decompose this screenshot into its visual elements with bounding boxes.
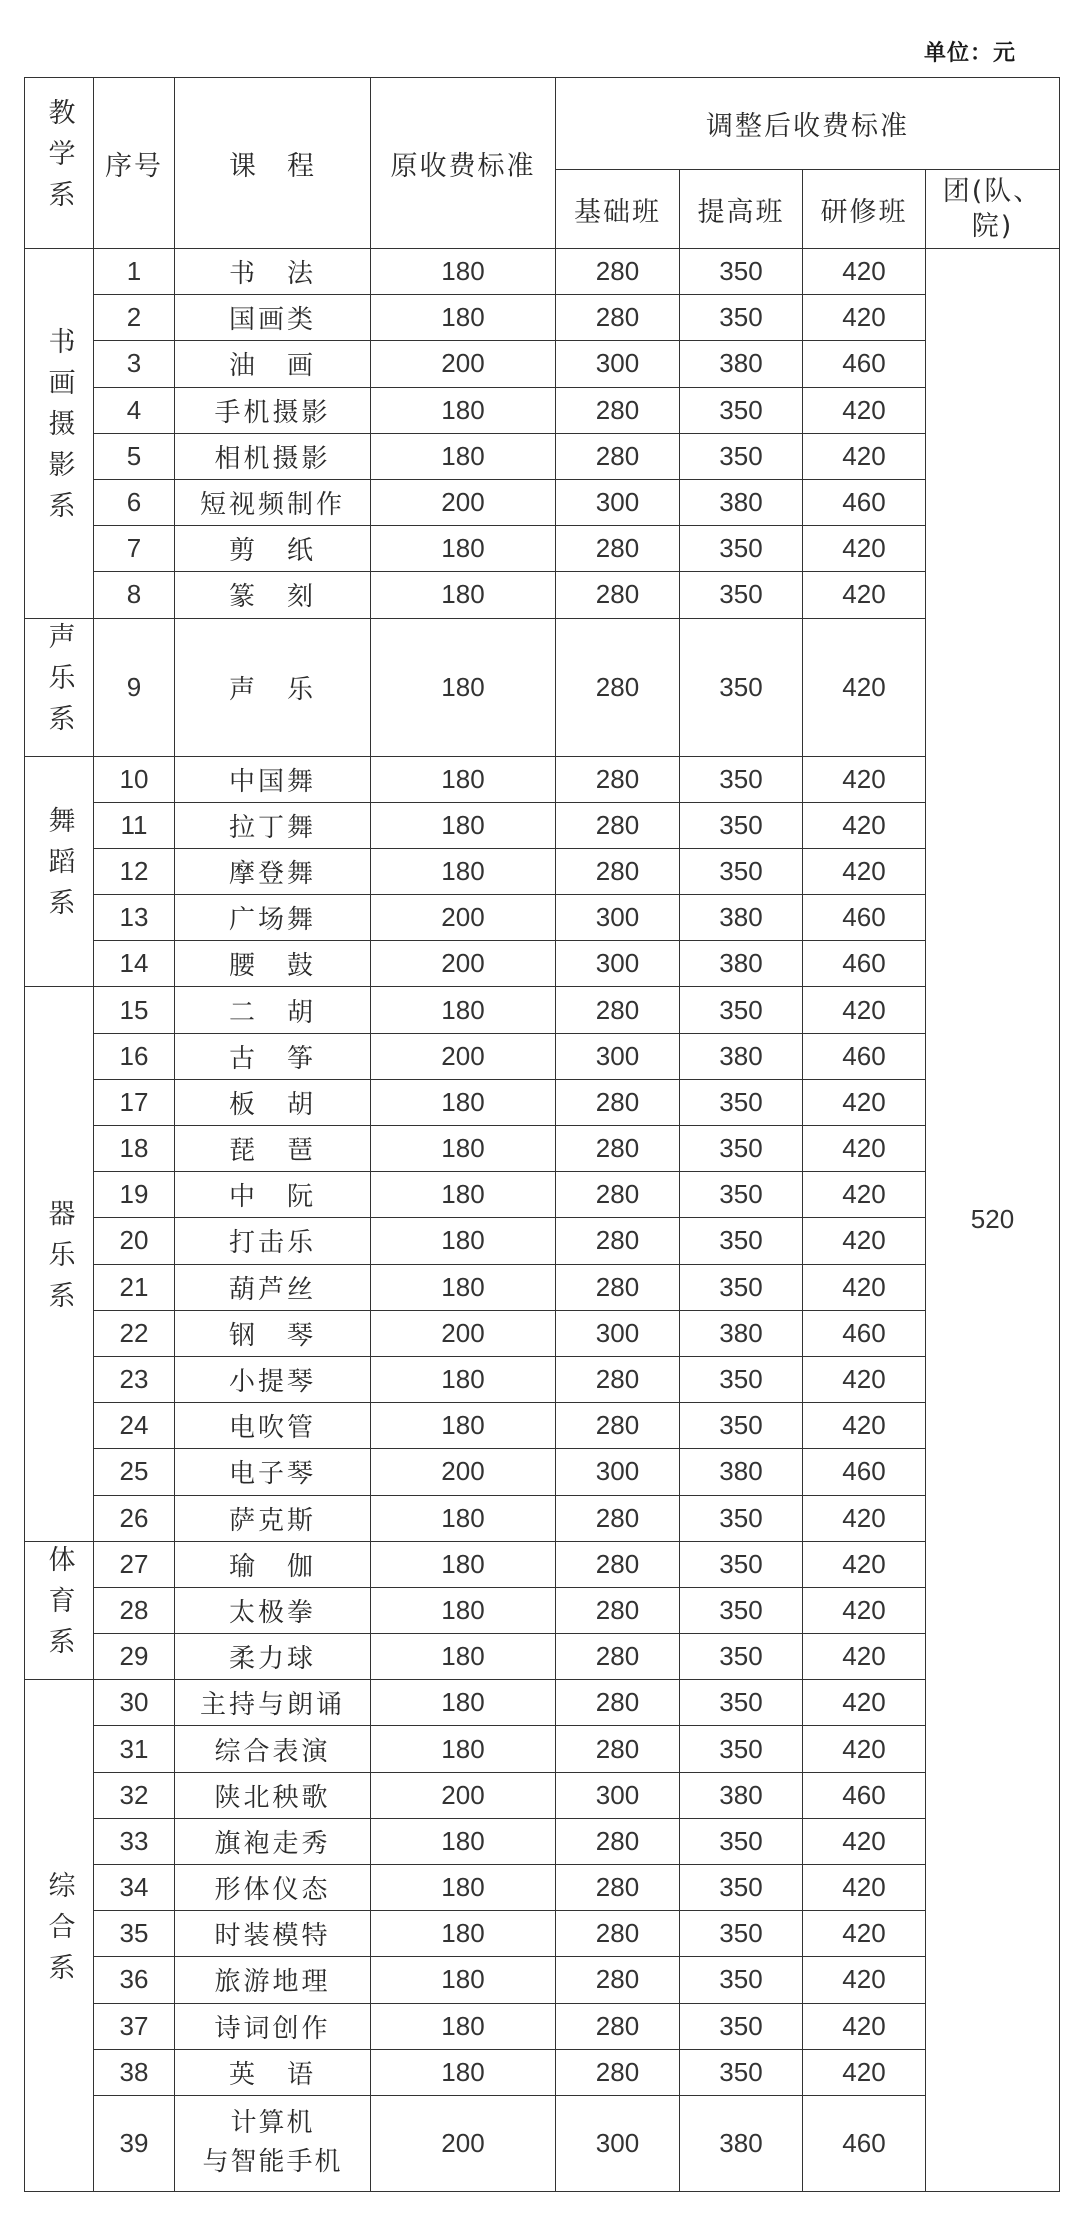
course-name-cell: 电子琴 <box>175 1449 371 1495</box>
table-row <box>25 1587 1060 1633</box>
basic-fee-cell: 280 <box>556 1126 680 1172</box>
original-fee-cell: 180 <box>371 1818 556 1864</box>
index-cell: 4 <box>94 387 175 433</box>
original-fee-cell: 180 <box>371 572 556 618</box>
original-fee-cell: 200 <box>371 1449 556 1495</box>
basic-fee-cell: 280 <box>556 848 680 894</box>
course-name-cell: 剪 纸 <box>175 526 371 572</box>
course-name-cell: 摩登舞 <box>175 848 371 894</box>
advanced-fee-cell: 380 <box>680 1033 803 1079</box>
original-fee-cell: 180 <box>371 1634 556 1680</box>
basic-fee-cell: 280 <box>556 1680 680 1726</box>
basic-fee-cell: 300 <box>556 1449 680 1495</box>
course-name-cell: 计算机 与智能手机 <box>175 2095 371 2191</box>
header-adjusted: 调整后收费标准 <box>556 78 1060 170</box>
course-name-cell: 琵 琶 <box>175 1126 371 1172</box>
original-fee-cell: 200 <box>371 1772 556 1818</box>
course-name-cell: 英 语 <box>175 2049 371 2095</box>
basic-fee-cell: 280 <box>556 618 680 756</box>
course-name-cell: 相机摄影 <box>175 433 371 479</box>
original-fee-cell: 180 <box>371 1957 556 2003</box>
research-fee-cell: 420 <box>803 1818 926 1864</box>
original-fee-cell: 200 <box>371 479 556 525</box>
department-name: 书画摄影系 <box>43 327 75 533</box>
advanced-fee-cell: 350 <box>680 987 803 1033</box>
course-name-cell: 声 乐 <box>175 618 371 756</box>
course-name-cell: 电吹管 <box>175 1403 371 1449</box>
advanced-fee-cell: 350 <box>680 1911 803 1957</box>
basic-fee-cell: 280 <box>556 1726 680 1772</box>
basic-fee-cell: 280 <box>556 1218 680 1264</box>
original-fee-cell: 180 <box>371 848 556 894</box>
basic-fee-cell: 300 <box>556 479 680 525</box>
original-fee-cell: 180 <box>371 1126 556 1172</box>
table-row <box>25 526 1060 572</box>
advanced-fee-cell: 350 <box>680 756 803 802</box>
research-fee-cell: 460 <box>803 1772 926 1818</box>
course-name-cell: 旅游地理 <box>175 1957 371 2003</box>
table-row <box>25 1449 1060 1495</box>
research-fee-cell: 420 <box>803 2049 926 2095</box>
department-name: 体育系 <box>43 1545 75 1669</box>
original-fee-cell: 180 <box>371 1587 556 1633</box>
research-fee-cell: 420 <box>803 433 926 479</box>
basic-fee-cell: 280 <box>556 295 680 341</box>
table-row <box>25 895 1060 941</box>
course-name-cell: 柔力球 <box>175 1634 371 1680</box>
research-fee-cell: 460 <box>803 1033 926 1079</box>
index-cell: 23 <box>94 1356 175 1402</box>
advanced-fee-cell: 350 <box>680 618 803 756</box>
index-cell: 21 <box>94 1264 175 1310</box>
basic-fee-cell: 280 <box>556 433 680 479</box>
research-fee-cell: 420 <box>803 249 926 295</box>
advanced-fee-cell: 350 <box>680 249 803 295</box>
research-fee-cell: 460 <box>803 479 926 525</box>
table-row <box>25 572 1060 618</box>
basic-fee-cell: 280 <box>556 1818 680 1864</box>
table-row <box>25 1911 1060 1957</box>
original-fee-cell: 180 <box>371 1356 556 1402</box>
original-fee-cell: 200 <box>371 341 556 387</box>
table-row <box>25 941 1060 987</box>
index-cell: 11 <box>94 802 175 848</box>
research-fee-cell: 420 <box>803 526 926 572</box>
index-cell: 22 <box>94 1310 175 1356</box>
course-name-cell: 萨克斯 <box>175 1495 371 1541</box>
department-cell <box>25 756 94 987</box>
table-row <box>25 433 1060 479</box>
advanced-fee-cell: 350 <box>680 1403 803 1449</box>
research-fee-cell: 460 <box>803 941 926 987</box>
advanced-fee-cell: 350 <box>680 1218 803 1264</box>
basic-fee-cell: 300 <box>556 2095 680 2191</box>
index-cell: 6 <box>94 479 175 525</box>
index-cell: 13 <box>94 895 175 941</box>
course-name-cell: 国画类 <box>175 295 371 341</box>
course-name-cell: 广场舞 <box>175 895 371 941</box>
research-fee-cell: 420 <box>803 1403 926 1449</box>
research-fee-cell: 460 <box>803 895 926 941</box>
index-cell: 19 <box>94 1172 175 1218</box>
index-cell: 38 <box>94 2049 175 2095</box>
course-name-cell: 古 筝 <box>175 1033 371 1079</box>
index-cell: 12 <box>94 848 175 894</box>
index-cell: 10 <box>94 756 175 802</box>
fee-table-body <box>25 249 1060 2192</box>
basic-fee-cell: 280 <box>556 802 680 848</box>
basic-fee-cell: 280 <box>556 1495 680 1541</box>
course-name-cell: 时装模特 <box>175 1911 371 1957</box>
course-name-cell: 钢 琴 <box>175 1310 371 1356</box>
original-fee-cell: 200 <box>371 895 556 941</box>
index-cell: 8 <box>94 572 175 618</box>
basic-fee-cell: 280 <box>556 1541 680 1587</box>
course-name-cell: 拉丁舞 <box>175 802 371 848</box>
index-cell: 20 <box>94 1218 175 1264</box>
table-row <box>25 1772 1060 1818</box>
department-name: 声乐系 <box>43 622 75 745</box>
header-department <box>25 78 94 249</box>
research-fee-cell: 420 <box>803 756 926 802</box>
advanced-fee-cell: 380 <box>680 341 803 387</box>
research-fee-cell: 460 <box>803 341 926 387</box>
advanced-fee-cell: 350 <box>680 1541 803 1587</box>
table-row <box>25 1403 1060 1449</box>
index-cell: 30 <box>94 1680 175 1726</box>
table-row <box>25 1495 1060 1541</box>
index-cell: 18 <box>94 1126 175 1172</box>
table-row <box>25 1865 1060 1911</box>
original-fee-cell: 180 <box>371 249 556 295</box>
research-fee-cell: 460 <box>803 2095 926 2191</box>
research-fee-cell: 420 <box>803 295 926 341</box>
advanced-fee-cell: 350 <box>680 1079 803 1125</box>
advanced-fee-cell: 380 <box>680 1310 803 1356</box>
header-index: 序号 <box>94 78 175 249</box>
research-fee-cell: 420 <box>803 1495 926 1541</box>
table-row <box>25 249 1060 295</box>
research-fee-cell: 420 <box>803 2003 926 2049</box>
table-row <box>25 2003 1060 2049</box>
header-department-label: 教学系 <box>43 98 75 221</box>
course-name-cell: 诗词创作 <box>175 2003 371 2049</box>
research-fee-cell: 420 <box>803 1218 926 1264</box>
table-row <box>25 1957 1060 2003</box>
original-fee-cell: 180 <box>371 295 556 341</box>
advanced-fee-cell: 350 <box>680 848 803 894</box>
header-team: 团(队、院) <box>926 170 1060 249</box>
research-fee-cell: 420 <box>803 1680 926 1726</box>
original-fee-cell: 180 <box>371 387 556 433</box>
department-cell <box>25 1680 94 2192</box>
advanced-fee-cell: 350 <box>680 1495 803 1541</box>
advanced-fee-cell: 350 <box>680 526 803 572</box>
index-cell: 34 <box>94 1865 175 1911</box>
research-fee-cell: 460 <box>803 1310 926 1356</box>
original-fee-cell: 180 <box>371 1541 556 1587</box>
index-cell: 27 <box>94 1541 175 1587</box>
basic-fee-cell: 280 <box>556 756 680 802</box>
advanced-fee-cell: 380 <box>680 895 803 941</box>
basic-fee-cell: 280 <box>556 1957 680 2003</box>
research-fee-cell: 420 <box>803 1957 926 2003</box>
index-cell: 16 <box>94 1033 175 1079</box>
table-row <box>25 387 1060 433</box>
basic-fee-cell: 280 <box>556 572 680 618</box>
research-fee-cell: 420 <box>803 1634 926 1680</box>
table-row <box>25 2095 1060 2191</box>
index-cell: 14 <box>94 941 175 987</box>
department-cell <box>25 987 94 1541</box>
research-fee-cell: 420 <box>803 848 926 894</box>
research-fee-cell: 420 <box>803 1541 926 1587</box>
research-fee-cell: 460 <box>803 1449 926 1495</box>
original-fee-cell: 180 <box>371 2049 556 2095</box>
table-row <box>25 848 1060 894</box>
original-fee-cell: 200 <box>371 941 556 987</box>
original-fee-cell: 180 <box>371 2003 556 2049</box>
advanced-fee-cell: 380 <box>680 1449 803 1495</box>
advanced-fee-cell: 350 <box>680 1356 803 1402</box>
advanced-fee-cell: 350 <box>680 1587 803 1633</box>
advanced-fee-cell: 350 <box>680 1680 803 1726</box>
basic-fee-cell: 300 <box>556 941 680 987</box>
team-fee-cell: 520 <box>926 249 1060 2192</box>
original-fee-cell: 200 <box>371 2095 556 2191</box>
course-name-cell: 形体仪态 <box>175 1865 371 1911</box>
table-row <box>25 1541 1060 1587</box>
advanced-fee-cell: 350 <box>680 1126 803 1172</box>
course-name-cell: 小提琴 <box>175 1356 371 1402</box>
index-cell: 5 <box>94 433 175 479</box>
original-fee-cell: 180 <box>371 1726 556 1772</box>
advanced-fee-cell: 380 <box>680 2095 803 2191</box>
basic-fee-cell: 280 <box>556 249 680 295</box>
basic-fee-cell: 300 <box>556 1310 680 1356</box>
original-fee-cell: 180 <box>371 1172 556 1218</box>
basic-fee-cell: 280 <box>556 1172 680 1218</box>
basic-fee-cell: 300 <box>556 1772 680 1818</box>
course-name-cell: 太极拳 <box>175 1587 371 1633</box>
index-cell: 31 <box>94 1726 175 1772</box>
basic-fee-cell: 280 <box>556 1865 680 1911</box>
course-name-cell: 葫芦丝 <box>175 1264 371 1310</box>
table-row <box>25 1356 1060 1402</box>
advanced-fee-cell: 350 <box>680 2003 803 2049</box>
index-cell: 1 <box>94 249 175 295</box>
index-cell: 35 <box>94 1911 175 1957</box>
department-name: 器乐系 <box>43 1199 75 1323</box>
basic-fee-cell: 280 <box>556 1403 680 1449</box>
original-fee-cell: 180 <box>371 987 556 1033</box>
research-fee-cell: 420 <box>803 572 926 618</box>
header-course: 课 程 <box>175 78 371 249</box>
original-fee-cell: 200 <box>371 1310 556 1356</box>
advanced-fee-cell: 350 <box>680 1726 803 1772</box>
original-fee-cell: 180 <box>371 802 556 848</box>
index-cell: 28 <box>94 1587 175 1633</box>
table-row <box>25 295 1060 341</box>
basic-fee-cell: 280 <box>556 2003 680 2049</box>
original-fee-cell: 200 <box>371 1033 556 1079</box>
basic-fee-cell: 280 <box>556 1911 680 1957</box>
research-fee-cell: 420 <box>803 1126 926 1172</box>
basic-fee-cell: 280 <box>556 1587 680 1633</box>
department-cell <box>25 249 94 619</box>
index-cell: 36 <box>94 1957 175 2003</box>
table-row <box>25 987 1060 1033</box>
original-fee-cell: 180 <box>371 1403 556 1449</box>
research-fee-cell: 420 <box>803 1264 926 1310</box>
research-fee-cell: 420 <box>803 1172 926 1218</box>
advanced-fee-cell: 350 <box>680 295 803 341</box>
table-row <box>25 1033 1060 1079</box>
advanced-fee-cell: 350 <box>680 1865 803 1911</box>
advanced-fee-cell: 350 <box>680 1818 803 1864</box>
table-row <box>25 1172 1060 1218</box>
course-name-cell: 陕北秧歌 <box>175 1772 371 1818</box>
index-cell: 3 <box>94 341 175 387</box>
advanced-fee-cell: 350 <box>680 2049 803 2095</box>
basic-fee-cell: 280 <box>556 387 680 433</box>
advanced-fee-cell: 350 <box>680 572 803 618</box>
original-fee-cell: 180 <box>371 1264 556 1310</box>
research-fee-cell: 420 <box>803 802 926 848</box>
course-name-cell: 综合表演 <box>175 1726 371 1772</box>
advanced-fee-cell: 350 <box>680 1634 803 1680</box>
table-row <box>25 479 1060 525</box>
index-cell: 33 <box>94 1818 175 1864</box>
index-cell: 39 <box>94 2095 175 2191</box>
original-fee-cell: 180 <box>371 1079 556 1125</box>
course-name-cell: 中国舞 <box>175 756 371 802</box>
original-fee-cell: 180 <box>371 433 556 479</box>
header-original: 原收费标准 <box>371 78 556 249</box>
research-fee-cell: 420 <box>803 1911 926 1957</box>
course-name-cell: 书 法 <box>175 249 371 295</box>
basic-fee-cell: 280 <box>556 1264 680 1310</box>
basic-fee-cell: 300 <box>556 1033 680 1079</box>
basic-fee-cell: 280 <box>556 2049 680 2095</box>
advanced-fee-cell: 350 <box>680 1957 803 2003</box>
course-name-cell: 板 胡 <box>175 1079 371 1125</box>
index-cell: 15 <box>94 987 175 1033</box>
table-row <box>25 2049 1060 2095</box>
fee-table <box>24 77 1060 2192</box>
index-cell: 2 <box>94 295 175 341</box>
unit-label: 单位：元 <box>923 41 1016 66</box>
basic-fee-cell: 280 <box>556 1634 680 1680</box>
department-name: 综合系 <box>43 1870 75 1994</box>
course-name-cell: 旗袍走秀 <box>175 1818 371 1864</box>
basic-fee-cell: 300 <box>556 341 680 387</box>
advanced-fee-cell: 380 <box>680 1772 803 1818</box>
advanced-fee-cell: 350 <box>680 802 803 848</box>
table-row <box>25 341 1060 387</box>
index-cell: 24 <box>94 1403 175 1449</box>
index-cell: 26 <box>94 1495 175 1541</box>
table-row <box>25 802 1060 848</box>
table-row <box>25 1126 1060 1172</box>
original-fee-cell: 180 <box>371 756 556 802</box>
original-fee-cell: 180 <box>371 1911 556 1957</box>
table-row <box>25 1079 1060 1125</box>
course-name-cell: 二 胡 <box>175 987 371 1033</box>
research-fee-cell: 420 <box>803 1865 926 1911</box>
advanced-fee-cell: 350 <box>680 1172 803 1218</box>
advanced-fee-cell: 380 <box>680 479 803 525</box>
research-fee-cell: 420 <box>803 1587 926 1633</box>
original-fee-cell: 180 <box>371 1495 556 1541</box>
table-row <box>25 1818 1060 1864</box>
course-name-cell: 短视频制作 <box>175 479 371 525</box>
index-cell: 9 <box>94 618 175 756</box>
research-fee-cell: 420 <box>803 618 926 756</box>
course-name-cell: 瑜 伽 <box>175 1541 371 1587</box>
table-row <box>25 1310 1060 1356</box>
department-name: 舞蹈系 <box>43 806 75 930</box>
index-cell: 7 <box>94 526 175 572</box>
index-cell: 32 <box>94 1772 175 1818</box>
basic-fee-cell: 280 <box>556 987 680 1033</box>
course-name-cell: 腰 鼓 <box>175 941 371 987</box>
research-fee-cell: 420 <box>803 1726 926 1772</box>
header-advanced: 提高班 <box>680 170 803 249</box>
basic-fee-cell: 280 <box>556 1079 680 1125</box>
advanced-fee-cell: 380 <box>680 941 803 987</box>
index-cell: 29 <box>94 1634 175 1680</box>
advanced-fee-cell: 350 <box>680 1264 803 1310</box>
original-fee-cell: 180 <box>371 1218 556 1264</box>
header-research: 研修班 <box>803 170 926 249</box>
course-name-cell: 油 画 <box>175 341 371 387</box>
advanced-fee-cell: 350 <box>680 433 803 479</box>
table-row <box>25 1726 1060 1772</box>
research-fee-cell: 420 <box>803 1079 926 1125</box>
department-cell <box>25 618 94 756</box>
course-name-cell: 主持与朗诵 <box>175 1680 371 1726</box>
basic-fee-cell: 280 <box>556 526 680 572</box>
table-row <box>25 1680 1060 1726</box>
original-fee-cell: 180 <box>371 1865 556 1911</box>
research-fee-cell: 420 <box>803 987 926 1033</box>
original-fee-cell: 180 <box>371 526 556 572</box>
table-row <box>25 1264 1060 1310</box>
course-name-cell: 中 阮 <box>175 1172 371 1218</box>
header-basic: 基础班 <box>556 170 680 249</box>
table-row <box>25 756 1060 802</box>
course-name-cell: 打击乐 <box>175 1218 371 1264</box>
research-fee-cell: 420 <box>803 1356 926 1402</box>
table-row <box>25 1218 1060 1264</box>
table-row <box>25 1634 1060 1680</box>
original-fee-cell: 180 <box>371 1680 556 1726</box>
index-cell: 17 <box>94 1079 175 1125</box>
basic-fee-cell: 280 <box>556 1356 680 1402</box>
original-fee-cell: 180 <box>371 618 556 756</box>
department-cell <box>25 1541 94 1680</box>
course-name-cell: 篆 刻 <box>175 572 371 618</box>
course-name-cell: 手机摄影 <box>175 387 371 433</box>
index-cell: 25 <box>94 1449 175 1495</box>
research-fee-cell: 420 <box>803 387 926 433</box>
basic-fee-cell: 300 <box>556 895 680 941</box>
index-cell: 37 <box>94 2003 175 2049</box>
advanced-fee-cell: 350 <box>680 387 803 433</box>
table-row <box>25 618 1060 756</box>
